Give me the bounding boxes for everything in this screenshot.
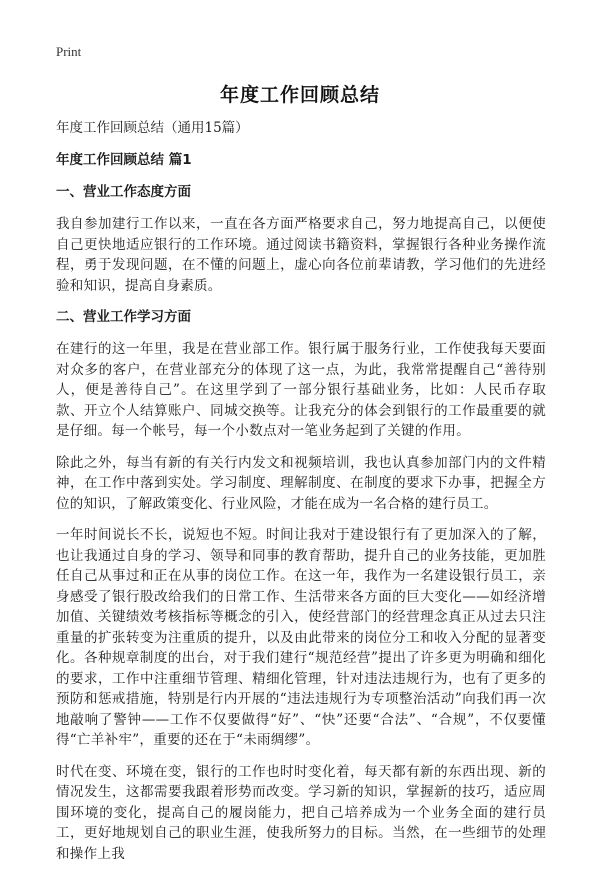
- document-subtitle: 年度工作回顾总结（通用15篇）: [56, 120, 249, 136]
- page-title: 年度工作回顾总结: [219, 84, 380, 106]
- article-body: [56, 118, 546, 875]
- article-heading: 年度工作回顾总结 篇1: [56, 152, 192, 168]
- paragraph: 一年时间说长不长，说短也不短。时间让我对于建设银行有了更加深入的了解，也让我通过自身的学习、领导和同事的教育帮助，提升自己的业务技能，更加胜任自己从事过和正在从事的岗位工作。在这一年，我作为一名建设银行员工，亲身感受了银行股改给我们的日常工作、生活带来各方面的巨大变化——如经济增加值、关键绩效考核指标等概念的引入，使经营部门的经营理念真正从过去只注重量的扩张转变为注重质的提升，以及由此带来的岗位分工和收入分配的显著变化。各种规章制度的出台，对于我们建行“规范经营”提出了许多更为明确和细化的要求，工作中注重细节管理、精细化管理，针对违法违规行为，也有了更多的预防和惩戒措施，特别是行内开展的“违法违规行为专项整治活动”向我们再一次地敲响了警钟——工作不仅要做得“好”、“快”还要“合法”、“合规”，不仅要懂得“亡羊补牢”，重要的还在于“未雨绸缪”。: [56, 527, 546, 748]
- section-heading-learning: 二、营业工作学习方面: [56, 309, 191, 325]
- paragraph: 我自参加建行工作以来，一直在各方面严格要求自己，努力地提高自己，以便使自己更快地适应银行的工作环境。通过阅读书籍资料，掌握银行各种业务操作流程，勇于发现问题，在不懂的问题上，虚心向各位前辈请教，学习他们的先进经验和知识，提高自身素质。: [56, 216, 546, 294]
- paragraph: 时代在变、环境在变，银行的工作也时时变化着，每天都有新的东西出现、新的情况发生，这都需要我跟着形势而改变。学习新的知识，掌握新的技巧，适应周围环境的变化，提高自己的履岗能力，把自己培养成为一个业务全面的建行员工，更好地规划自己的职业生涯，使我所努力的目标。当然，在一些细节的处理和操作上我: [56, 763, 546, 862]
- print-link[interactable]: Print: [56, 44, 82, 59]
- paragraph: 除此之外，每当有新的有关行内发文和视频培训，我也认真参加部门内的文件精神，在工作中落到实处。学习制度、理解制度、在制度的要求下办事，把握全方位的知识，了解政策变化、行业风险，才能在成为一名合格的建行员工。: [56, 454, 546, 512]
- paragraph: 在建行的这一年里，我是在营业部工作。银行属于服务行业，工作使我每天要面对众多的客户，在营业部充分的体现了这一点，为此，我常常提醒自己“善待别人，便是善待自己”。在这里学到了一部分银行基础业务，比如：人民币存取款、开立个人结算账户、同城交换等。让我充分的体会到银行的工作最重要的就是仔细。每一个帐号，每一个小数点对一笔业务起到了关键的作用。: [56, 341, 546, 439]
- section-heading-attitude: 一、营业工作态度方面: [56, 184, 191, 200]
